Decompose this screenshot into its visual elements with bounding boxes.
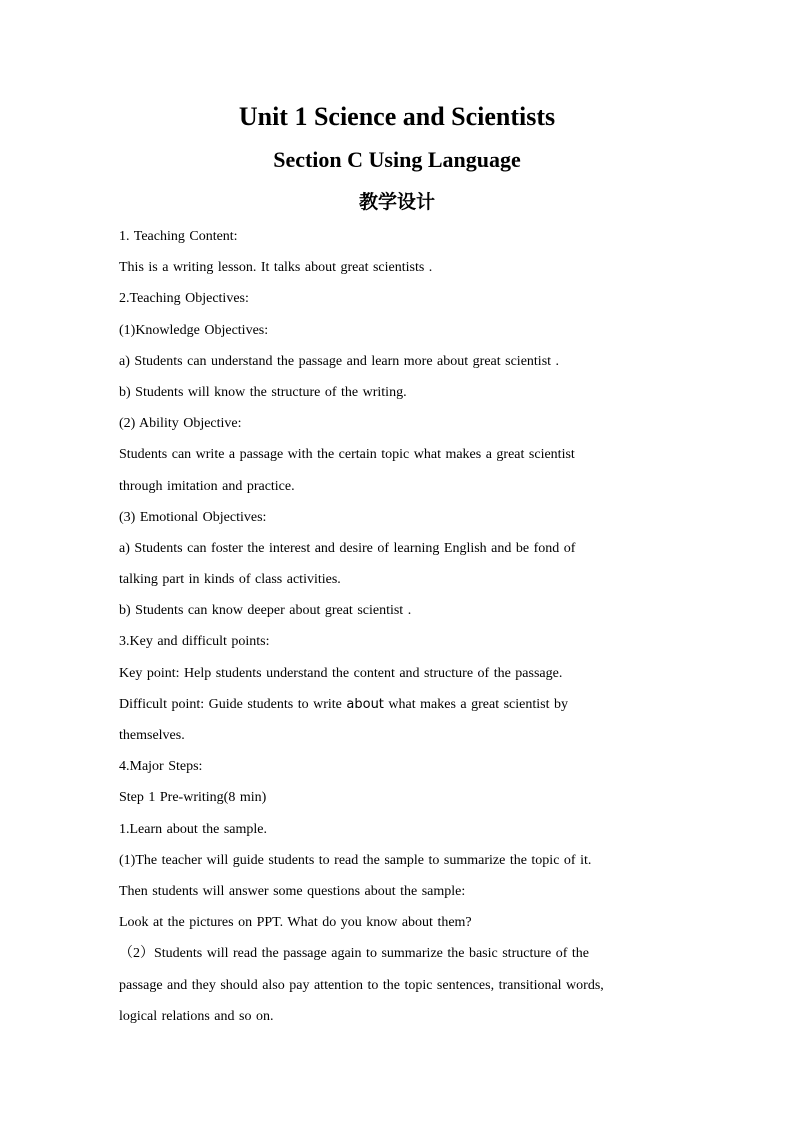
body-line: Step 1 Pre-writing(8 min) <box>119 790 267 806</box>
body-line: 4.Major Steps: <box>119 759 203 775</box>
body-line: (3) Emotional Objectives: <box>119 509 267 525</box>
body-line: 1. Teaching Content: <box>119 229 238 244</box>
body-line <box>119 694 679 725</box>
chinese-title: 教学设计 <box>358 191 435 213</box>
body-line: b) Students will know the structure of the writing. <box>119 384 407 400</box>
body-line: Look at the pictures on PPT. What do you know about them? <box>119 915 472 931</box>
section-subtitle: Section C Using Language <box>273 147 521 172</box>
body-line: 2.Teaching Objectives: <box>119 291 249 307</box>
body-line: themselves. <box>119 728 185 743</box>
body-line: (2) Ability Objective: <box>119 416 242 432</box>
body-line: (1)Knowledge Objectives: <box>119 322 269 338</box>
body-line: （2）Students will read the passage again to summarize the basic structure of the <box>119 946 589 962</box>
body-line: through imitation and practice. <box>119 478 295 494</box>
body-line-text: Difficult point: Guide students to write <box>119 696 347 712</box>
body-line-text: what makes a great scientist by <box>383 696 568 712</box>
body-line: logical relations and so on. <box>119 1008 274 1024</box>
body-line: This is a writing lesson. It talks about great scientists . <box>119 260 433 276</box>
body-line: 1.Learn about the sample. <box>119 821 268 837</box>
document-title: Unit 1 Science and Scientists <box>238 102 556 131</box>
body-line: passage and they should also pay attention to the topic sentences, transitional words, <box>119 977 604 993</box>
body-line: Key point: Help students understand the content and structure of the passage. <box>119 665 563 681</box>
body-line: 3.Key and difficult points: <box>119 634 270 650</box>
body-line-emphasis: about <box>346 696 384 712</box>
body-line: talking part in kinds of class activities. <box>119 572 341 588</box>
body-line: b) Students can know deeper about great scientist . <box>119 603 412 619</box>
body-line: (1)The teacher will guide students to read the sample to summarize the topic of it. <box>119 852 592 868</box>
body-line: a) Students can understand the passage and learn more about great scientist . <box>119 353 560 369</box>
document-body <box>119 226 679 1037</box>
body-line: a) Students can foster the interest and desire of learning English and be fond of <box>119 540 576 556</box>
body-line: Then students will answer some questions about the sample: <box>119 883 466 899</box>
body-line: Students can write a passage with the certain topic what makes a great scientist <box>119 447 575 463</box>
